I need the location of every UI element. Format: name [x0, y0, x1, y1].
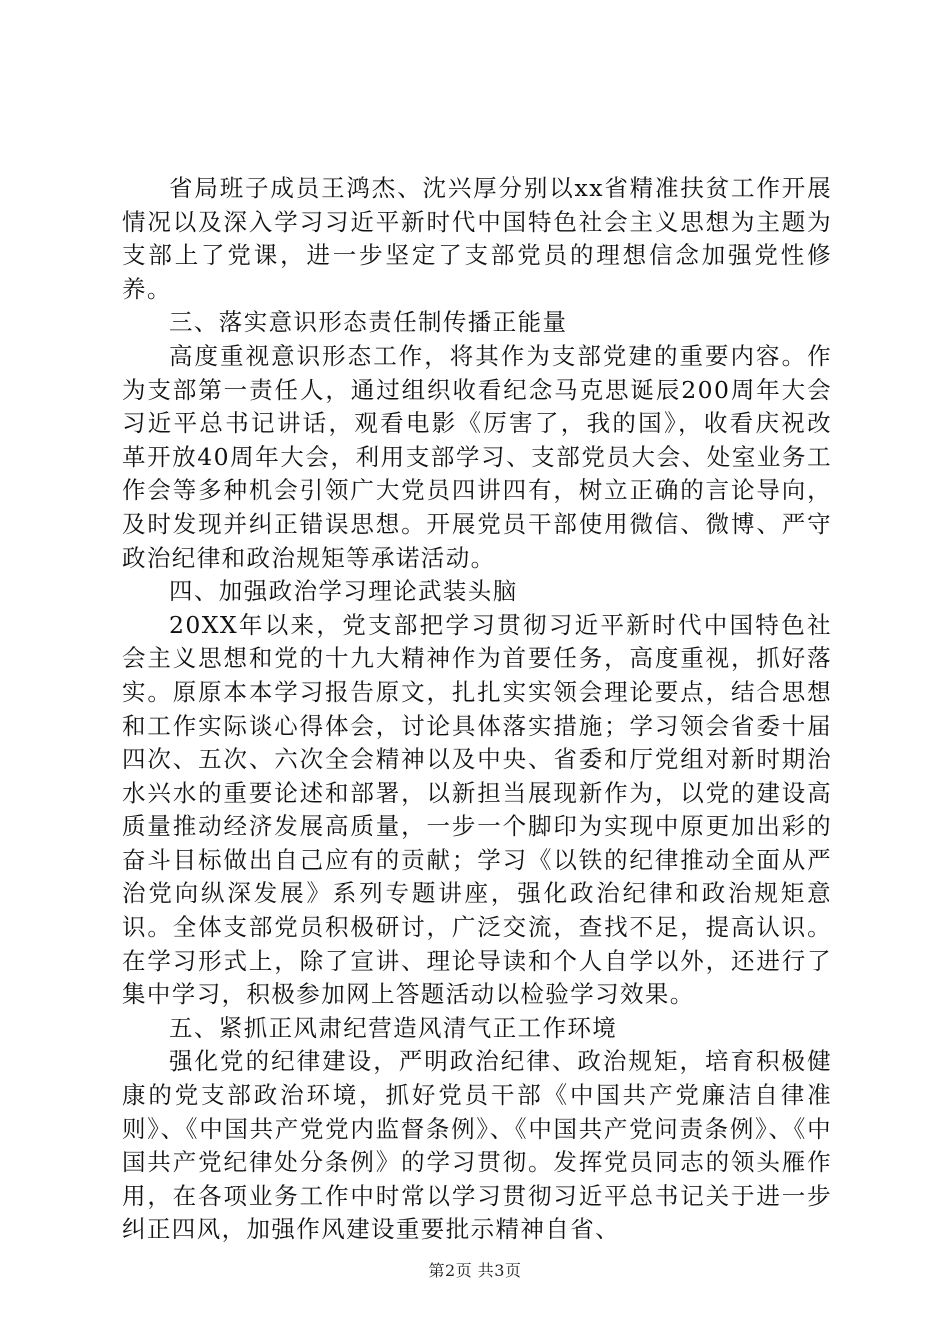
paragraph-discipline: 强化党的纪律建设，严明政治纪律、政治规矩，培育积极健康的党支部政治环境，抓好党员干部《中国共产党廉洁自律准则》、《中国共产党党内监督条例》、《中国共产党问责条例》、《中国共产党纪律处分条例》的学习贯彻。发挥党员同志的领头雁作用，在各项业务工作中时常以学习贯彻习近平总书记关于进一步纠正四风，加强作风建设重要批示精神自省、: [122, 1047, 832, 1244]
page-number-footer: 第2页 共3页: [428, 1261, 522, 1280]
document-body: [122, 172, 832, 1247]
section-heading-political-study: 四、加强政治学习理论武装头脑: [169, 577, 518, 606]
paragraph-political-study: 20XX年以来，党支部把学习贯彻习近平新时代中国特色社会主义思想和党的十九大精神作为首要任务，高度重视，抓好落实。原原本本学习报告原文，扎扎实实领会理论要点，结合思想和工作实际谈心得体会，讨论具体落实措施；学习领会省委十届四次、五次、六次全会精神以及中央、省委和厅党组对新时期治水兴水的重要论述和部署，以新担当展现新作为，以党的建设高质量推动经济发展高质量，一步一个脚印为实现中原更加出彩的奋斗目标做出自己应有的贡献；学习《以铁的纪律推动全面从严治党向纵深发展》系列专题讲座，强化政治纪律和政治规矩意识。全体支部党员积极研讨，广泛交流，查找不足，提高认识。在学习形式上，除了宣讲、理论导读和个人自学以外，还进行了集中学习，积极参加网上答题活动以检验学习效果。: [122, 610, 832, 1009]
section-heading-discipline: 五、紧抓正风肃纪营造风清气正工作环境: [169, 1013, 618, 1042]
paragraph-ideology-work: 高度重视意识形态工作，将其作为支部党建的重要内容。作为支部第一责任人，通过组织收看纪念马克思诞辰200周年大会习近平总书记讲话，观看电影《厉害了，我的国》，收看庆祝改革开放40周年大会，利用支部学习、支部党员大会、处室业务工作会等多种机会引领广大党员四讲四有，树立正确的言论导向，及时发现并纠正错误思想。开展党员干部使用微信、微博、严守政治纪律和政治规矩等承诺活动。: [122, 341, 832, 572]
section-heading-ideology: 三、落实意识形态责任制传播正能量: [169, 308, 568, 337]
paragraph-party-lecture: 省局班子成员王鸿杰、沈兴厚分别以xx省精准扶贫工作开展情况以及深入学习习近平新时代中国特色社会主义思想为主题为支部上了党课，进一步坚定了支部党员的理想信念加强党性修养。: [122, 174, 832, 303]
